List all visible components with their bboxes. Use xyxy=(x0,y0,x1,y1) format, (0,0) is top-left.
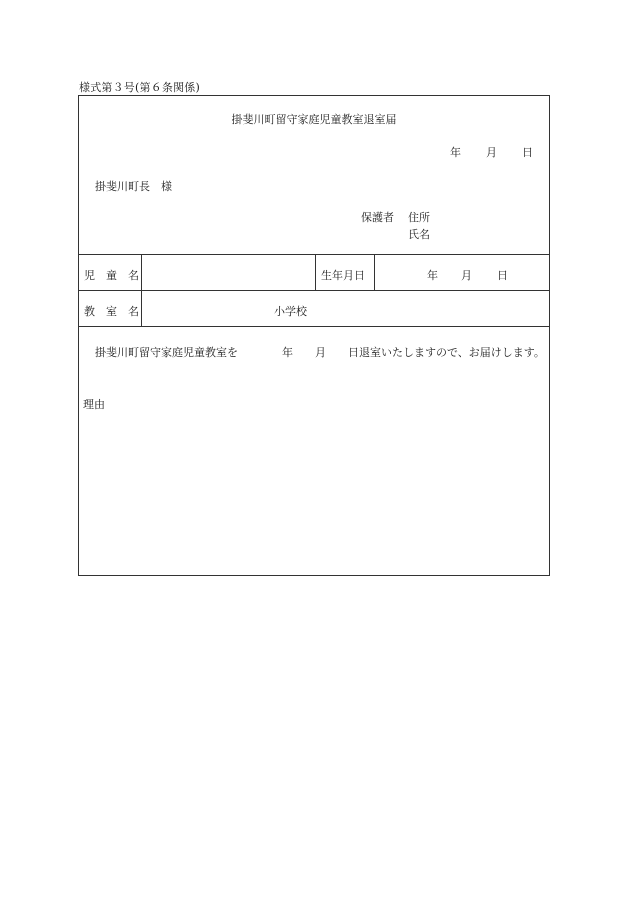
guardian-block xyxy=(361,209,430,243)
birth-year-label: 年 xyxy=(427,269,438,282)
date-year-label: 年 xyxy=(450,146,461,159)
column-divider xyxy=(141,254,142,326)
column-divider xyxy=(374,254,375,290)
name-label: 氏名 xyxy=(408,228,430,241)
birth-date-label: 生年月日 xyxy=(321,269,365,282)
date-month-label: 月 xyxy=(486,146,497,159)
date-day-label: 日 xyxy=(522,146,533,159)
reason-label: 理由 xyxy=(83,398,105,411)
class-name-label: 教 室 名 xyxy=(84,305,139,318)
birth-day-label: 日 xyxy=(497,269,508,282)
child-name-label: 児 童 名 xyxy=(84,269,139,282)
address-label: 住所 xyxy=(408,211,430,224)
divider xyxy=(79,290,549,291)
class-name-value[interactable]: 小学校 xyxy=(274,305,307,318)
divider xyxy=(79,326,549,327)
recipient: 掛斐川町長 様 xyxy=(95,180,172,193)
divider xyxy=(79,254,549,255)
form-header xyxy=(79,96,549,255)
birth-month-label: 月 xyxy=(461,269,472,282)
column-divider xyxy=(315,254,316,290)
form-number-label: 様式第３号(第６条関係) xyxy=(79,81,200,94)
form-title: 掛斐川町留守家庭児童教室退室届 xyxy=(231,113,397,126)
guardian-label: 保護者 xyxy=(361,211,394,224)
submission-date xyxy=(450,144,533,160)
withdrawal-statement: 掛斐川町留守家庭児童教室を 年 月 日退室いたしますので、お届けします。 xyxy=(95,346,545,359)
withdrawal-form xyxy=(78,95,550,576)
